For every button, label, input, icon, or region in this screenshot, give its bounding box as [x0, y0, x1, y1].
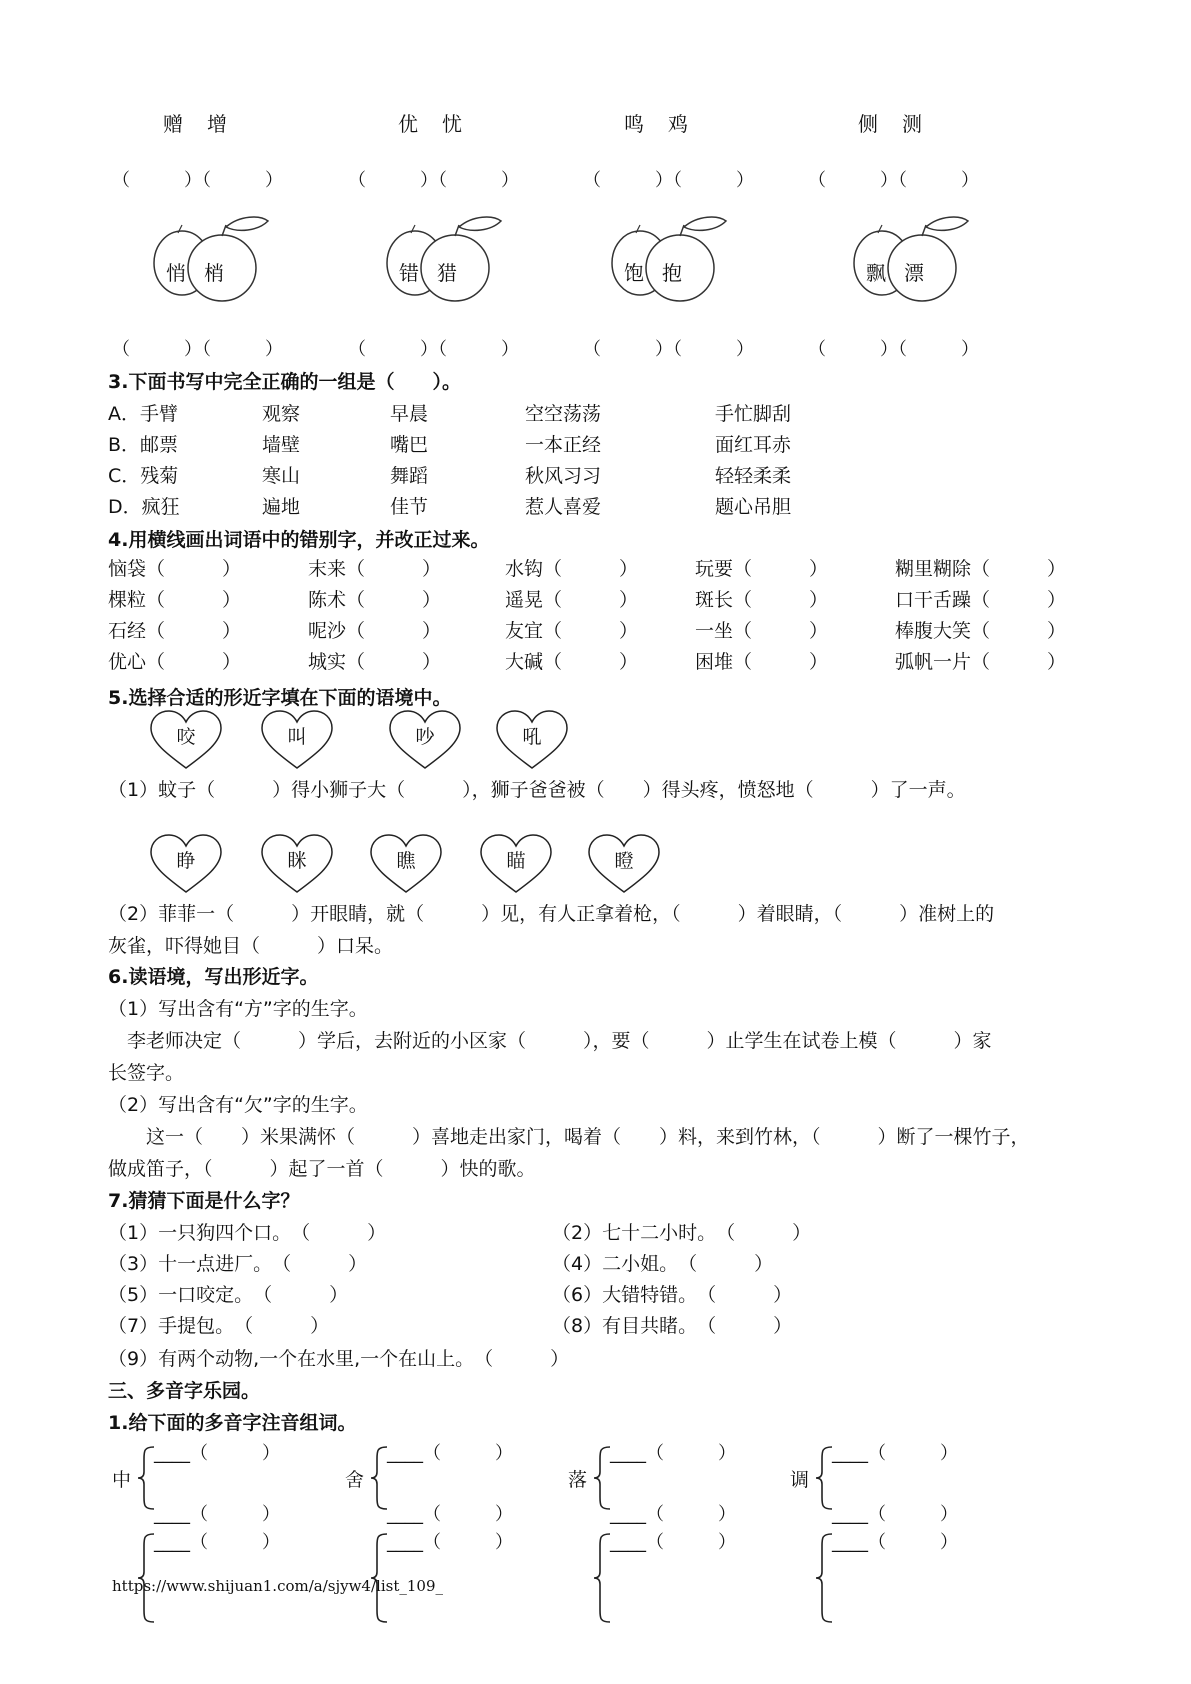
option-word: 嘴巴 — [390, 434, 429, 456]
pinyin-blank: ____（ ） — [387, 1532, 513, 1553]
typo-word: 呢沙（ ） — [308, 620, 442, 642]
q7-riddle-9: （9）有两个动物,一个在水里,一个在山上。 （ ） — [108, 1348, 570, 1370]
heart-char: 吼 — [522, 726, 542, 748]
heart-char: 瞄 — [506, 850, 526, 872]
typo-word: 末来（ ） — [308, 558, 442, 580]
heart-option — [386, 708, 464, 772]
option-word: 空空荡荡 — [525, 403, 602, 425]
heart-option — [147, 708, 225, 772]
polyphone-char: 中 — [112, 1469, 132, 1491]
heart-option — [258, 708, 336, 772]
brace — [592, 1532, 612, 1628]
char-pair-3: 鸣 鸡 — [624, 112, 690, 136]
option-word: 观察 — [262, 403, 301, 425]
section-3-title: 三、多音字乐园。 — [108, 1380, 261, 1402]
typo-word: 口干舌躁（ ） — [895, 589, 1067, 611]
option-word: 轻轻柔柔 — [715, 465, 792, 487]
heart-char: 眯 — [287, 850, 307, 872]
riddle: （6）大错特错。 （ ） — [552, 1284, 793, 1306]
riddle: （2）七十二小时。 （ ） — [552, 1222, 812, 1244]
typo-word: 一坐（ ） — [695, 620, 829, 642]
typo-word: 遥晃（ ） — [505, 589, 639, 611]
pinyin-blank: ____（ ） — [154, 1504, 280, 1525]
option-word: 舞蹈 — [390, 465, 429, 487]
riddle: （3）十一点进厂。 （ ） — [108, 1253, 368, 1275]
heart-char: 瞧 — [396, 850, 416, 872]
typo-word: 玩要（ ） — [695, 558, 829, 580]
typo-word: 糊里糊除（ ） — [895, 558, 1067, 580]
section-3-sub: 1.给下面的多音字注音组词。 — [108, 1412, 357, 1434]
option-word: B．邮票 — [108, 434, 179, 456]
pinyin-blank: ____（ ） — [610, 1504, 736, 1525]
answer-parens: （ ）（ ） — [348, 170, 519, 191]
polyphone-char: 落 — [568, 1469, 588, 1491]
option-word: 手忙脚刮 — [715, 403, 792, 425]
typo-word: 城实（ ） — [308, 651, 442, 673]
heart-option — [477, 832, 555, 896]
option-word: 遍地 — [262, 496, 301, 518]
char-pair-4: 侧 测 — [858, 112, 924, 136]
pinyin-blank: ____（ ） — [610, 1443, 736, 1464]
typo-word: 石经（ ） — [108, 620, 242, 642]
heart-char: 吵 — [415, 726, 435, 748]
answer-parens: （ ）（ ） — [348, 339, 519, 360]
riddle: （5）一口咬定。 （ ） — [108, 1284, 349, 1306]
char-pair-2: 优 忧 — [398, 112, 464, 136]
heart-char: 叫 — [287, 726, 307, 748]
q5-sentence-1: （1）蚊子（ ）得小狮子大（ ），狮子爸爸被（ ）得头疼，愤怒地（ ）了一声。 — [108, 779, 966, 801]
answer-parens: （ ）（ ） — [808, 170, 979, 191]
answer-parens: （ ）（ ） — [583, 170, 754, 191]
brace — [369, 1445, 389, 1515]
brace — [814, 1532, 834, 1628]
brace — [592, 1445, 612, 1515]
apple-pair-4 — [850, 213, 990, 303]
q5-title: 5.选择合适的形近字填在下面的语境中。 — [108, 687, 452, 709]
q5-sentence-2b: 灰雀，吓得她目（ ）口呆。 — [108, 935, 394, 957]
q5-sentence-2a: （2）菲菲一（ ）开眼睛，就（ ）见，有人正拿着枪，（ ）着眼睛，（ ）准树上的 — [108, 903, 995, 925]
pinyin-blank: ____（ ） — [610, 1532, 736, 1553]
option-word: C．残菊 — [108, 465, 179, 487]
apple-pair-1 — [150, 213, 290, 303]
pinyin-blank: ____（ ） — [154, 1443, 280, 1464]
polyphone-char: 舍 — [345, 1469, 365, 1491]
typo-word: 弧帆一片（ ） — [895, 651, 1067, 673]
typo-word: 斑长（ ） — [695, 589, 829, 611]
pinyin-blank: ____（ ） — [154, 1532, 280, 1553]
q7-title: 7.猜猜下面是什么字？ — [108, 1190, 300, 1212]
typo-word: 恼袋（ ） — [108, 558, 242, 580]
riddle: （1）一只狗四个口。 （ ） — [108, 1222, 387, 1244]
brace-icon — [592, 1532, 612, 1624]
brace-icon — [814, 1532, 834, 1624]
polyphone-char: 调 — [790, 1469, 810, 1491]
riddle: （4）二小姐。 （ ） — [552, 1253, 774, 1275]
option-word: 题心吊胆 — [715, 496, 792, 518]
char-pair-1: 赠 增 — [163, 112, 229, 136]
apple-left-char: 错 — [399, 261, 419, 285]
q6-part2-text-b: 做成笛子，（ ）起了一首（ ）快的歌。 — [108, 1158, 536, 1180]
option-word: 秋风习习 — [525, 465, 602, 487]
riddle: （8）有目共睹。 （ ） — [552, 1315, 793, 1337]
option-word: 早晨 — [390, 403, 429, 425]
typo-word: 棵粒（ ） — [108, 589, 242, 611]
brace — [136, 1445, 156, 1515]
apple-right-char: 漂 — [904, 261, 924, 285]
source-url: https://www.shijuan1.com/a/sjyw4/list_109_ — [112, 1577, 443, 1595]
apple-right-char: 抱 — [662, 261, 682, 285]
brace-icon — [814, 1445, 834, 1511]
q3-title: 3.下面书写中完全正确的一组是（ ）。 — [108, 371, 461, 393]
brace-icon — [136, 1445, 156, 1511]
riddle: （7）手提包。 （ ） — [108, 1315, 330, 1337]
typo-word: 大碱（ ） — [505, 651, 639, 673]
apple-left-char: 飘 — [866, 261, 886, 285]
apple-left-char: 悄 — [166, 261, 186, 285]
heart-option — [585, 832, 663, 896]
heart-option — [493, 708, 571, 772]
heart-char: 瞪 — [614, 850, 634, 872]
q6-part2-text-a: 这一（ ）米果满怀（ ）喜地走出家门，喝着（ ）料，来到竹林，（ ）断了一棵竹子， — [108, 1126, 1030, 1148]
pinyin-blank: ____（ ） — [832, 1504, 958, 1525]
heart-char: 咬 — [176, 726, 196, 748]
heart-char: 睁 — [176, 850, 196, 872]
typo-word: 优心（ ） — [108, 651, 242, 673]
option-word: 面红耳赤 — [715, 434, 792, 456]
brace-icon — [369, 1445, 389, 1511]
answer-parens: （ ）（ ） — [583, 339, 754, 360]
typo-word: 棒腹大笑（ ） — [895, 620, 1067, 642]
pinyin-blank: ____（ ） — [832, 1532, 958, 1553]
answer-parens: （ ）（ ） — [112, 170, 283, 191]
option-word: 寒山 — [262, 465, 301, 487]
brace — [814, 1445, 834, 1515]
answer-parens: （ ）（ ） — [112, 339, 283, 360]
apple-right-char: 梢 — [204, 261, 224, 285]
typo-word: 水钩（ ） — [505, 558, 639, 580]
apple-pair-2 — [383, 213, 523, 303]
pinyin-blank: ____（ ） — [387, 1504, 513, 1525]
apple-left-char: 饱 — [624, 261, 644, 285]
q4-title: 4.用横线画出词语中的错别字，并改正过来。 — [108, 529, 490, 551]
pinyin-blank: ____（ ） — [387, 1443, 513, 1464]
answer-parens: （ ）（ ） — [808, 339, 979, 360]
typo-word: 困堆（ ） — [695, 651, 829, 673]
heart-option — [258, 832, 336, 896]
brace-icon — [592, 1445, 612, 1511]
apple-pair-3 — [608, 213, 748, 303]
heart-option — [147, 832, 225, 896]
q6-part1: （1）写出含有“方”字的生字。 — [108, 998, 368, 1020]
q6-part1-text-a: 李老师决定（ ）学后，去附近的小区家（ ），要（ ）止学生在试卷上模（ ）家 — [108, 1030, 992, 1052]
option-word: 一本正经 — [525, 434, 602, 456]
apple-right-char: 猎 — [437, 261, 457, 285]
pinyin-blank: ____（ ） — [832, 1443, 958, 1464]
typo-word: 友宜（ ） — [505, 620, 639, 642]
typo-word: 陈术（ ） — [308, 589, 442, 611]
q6-title: 6.读语境，写出形近字。 — [108, 966, 319, 988]
option-word: A．手臂 — [108, 403, 178, 425]
option-word: 佳节 — [390, 496, 429, 518]
option-word: 惹人喜爱 — [525, 496, 602, 518]
q6-part1-text-b: 长签字。 — [108, 1062, 185, 1084]
option-word: D．疯狂 — [108, 496, 180, 518]
option-word: 墙壁 — [262, 434, 301, 456]
heart-option — [367, 832, 445, 896]
q6-part2: （2）写出含有“欠”字的生字。 — [108, 1094, 368, 1116]
